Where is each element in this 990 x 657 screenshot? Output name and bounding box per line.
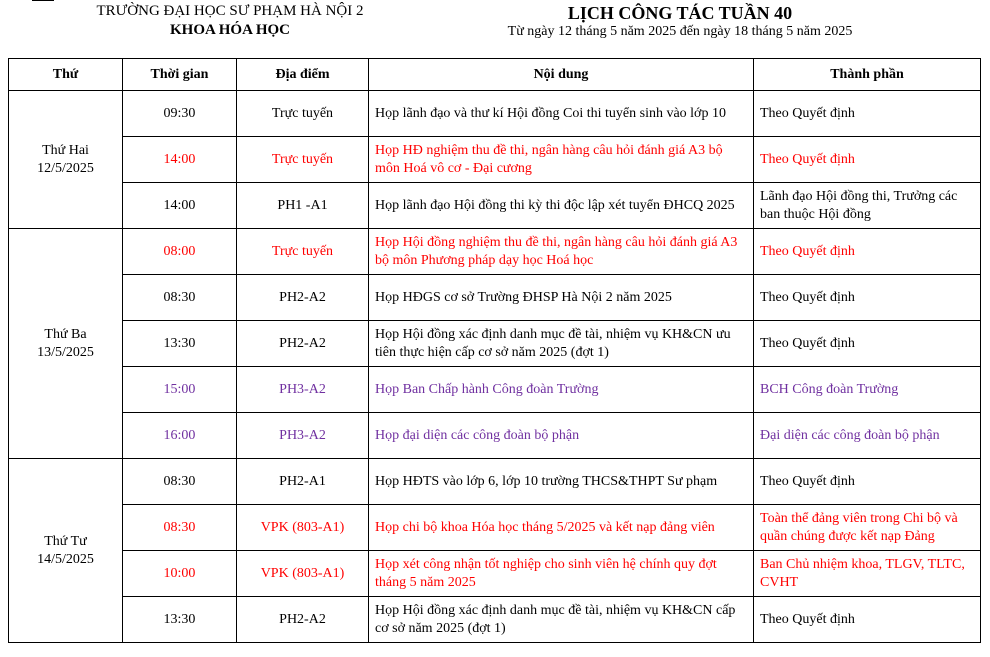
schedule-title: LỊCH CÔNG TÁC TUẦN 40 (567, 3, 793, 23)
members-cell: Theo Quyết định (754, 321, 981, 367)
table-row (9, 137, 981, 183)
faculty-name: KHOA HÓA HỌC (169, 22, 290, 38)
schedule-table (8, 58, 981, 643)
place-cell: PH2-A2 (237, 597, 369, 643)
table-row (9, 91, 981, 137)
schedule-body (9, 91, 981, 643)
content-cell: Họp chi bộ khoa Hóa học tháng 5/2025 và kết nạp đảng viên (369, 505, 754, 551)
members-cell: Theo Quyết định (754, 229, 981, 275)
time-cell: 15:00 (123, 367, 237, 413)
members-cell: Theo Quyết định (754, 137, 981, 183)
place-cell: Trực tuyến (237, 229, 369, 275)
table-row (9, 229, 981, 275)
table-row (9, 597, 981, 643)
place-cell: PH2-A2 (237, 321, 369, 367)
table-row (9, 413, 981, 459)
table-row (9, 367, 981, 413)
place-cell: Trực tuyến (237, 91, 369, 137)
day-date: 13/5/2025 (37, 344, 94, 360)
column-header-time: Thời gian (123, 59, 237, 91)
schedule-header (480, 2, 880, 40)
time-cell: 14:00 (123, 183, 237, 229)
members-cell: BCH Công đoàn Trường (754, 367, 981, 413)
column-header-members: Thành phần (754, 59, 981, 91)
time-cell: 13:30 (123, 597, 237, 643)
day-name: Thứ Tư (44, 533, 87, 549)
content-cell: Họp đại diện các công đoàn bộ phận (369, 413, 754, 459)
table-row (9, 505, 981, 551)
place-cell: Trực tuyến (237, 137, 369, 183)
place-cell: PH1 -A1 (237, 183, 369, 229)
column-header-day: Thứ (9, 59, 123, 91)
day-cell (9, 459, 123, 643)
table-row (9, 275, 981, 321)
column-header-content: Nội dung (369, 59, 754, 91)
place-cell: PH3-A2 (237, 413, 369, 459)
place-cell: PH2-A1 (237, 459, 369, 505)
day-name: Thứ Hai (42, 142, 89, 158)
time-cell: 14:00 (123, 137, 237, 183)
time-cell: 08:30 (123, 505, 237, 551)
content-cell: Họp Ban Chấp hành Công đoàn Trường (369, 367, 754, 413)
day-cell (9, 229, 123, 459)
day-name: Thứ Ba (44, 326, 87, 342)
time-cell: 08:30 (123, 459, 237, 505)
school-name: TRƯỜNG ĐẠI HỌC SƯ PHẠM HÀ NỘI 2 (96, 3, 364, 19)
time-cell: 08:30 (123, 275, 237, 321)
day-date: 12/5/2025 (37, 160, 94, 176)
day-date: 14/5/2025 (37, 551, 94, 567)
content-cell: Họp HĐTS vào lớp 6, lớp 10 trường THCS&THPT Sư phạm (369, 459, 754, 505)
time-cell: 08:00 (123, 229, 237, 275)
place-cell: PH3-A2 (237, 367, 369, 413)
time-cell: 09:30 (123, 91, 237, 137)
members-cell: Theo Quyết định (754, 597, 981, 643)
members-cell: Ban Chủ nhiệm khoa, TLGV, TLTC, CVHT (754, 551, 981, 597)
table-row (9, 551, 981, 597)
content-cell: Họp HĐ nghiệm thu đề thi, ngân hàng câu hỏi đánh giá A3 bộ môn Hoá vô cơ - Đại cương (369, 137, 754, 183)
members-cell: Lãnh đạo Hội đồng thi, Trưởng các ban thuộc Hội đồng (754, 183, 981, 229)
members-cell: Toàn thể đảng viên trong Chi bộ và quần chúng được kết nạp Đảng (754, 505, 981, 551)
members-cell: Theo Quyết định (754, 459, 981, 505)
content-cell: Họp lãnh đạo và thư kí Hội đồng Coi thi tuyển sinh vào lớp 10 (369, 91, 754, 137)
place-cell: VPK (803-A1) (237, 505, 369, 551)
schedule-date-range: Từ ngày 12 tháng 5 năm 2025 đến ngày 18 tháng 5 năm 2025 (507, 24, 853, 39)
members-cell: Đại diện các công đoàn bộ phận (754, 413, 981, 459)
time-cell: 13:30 (123, 321, 237, 367)
day-cell (9, 91, 123, 229)
time-cell: 10:00 (123, 551, 237, 597)
place-cell: VPK (803-A1) (237, 551, 369, 597)
column-header-place: Địa điểm (237, 59, 369, 91)
top-decorative-line (32, 0, 54, 1)
table-row (9, 321, 981, 367)
time-cell: 16:00 (123, 413, 237, 459)
table-row (9, 459, 981, 505)
content-cell: Họp lãnh đạo Hội đồng thi kỳ thi độc lập xét tuyển ĐHCQ 2025 (369, 183, 754, 229)
content-cell: Họp Hội đồng xác định danh mục đề tài, nhiệm vụ KH&CN cấp cơ sở năm 2025 (đợt 1) (369, 597, 754, 643)
place-cell: PH2-A2 (237, 275, 369, 321)
content-cell: Họp HĐGS cơ sở Trường ĐHSP Hà Nội 2 năm 2025 (369, 275, 754, 321)
table-row (9, 183, 981, 229)
members-cell: Theo Quyết định (754, 275, 981, 321)
content-cell: Họp Hội đồng nghiệm thu đề thi, ngân hàng câu hỏi đánh giá A3 bộ môn Phương pháp dạy học Hoá học (369, 229, 754, 275)
table-header-row (9, 59, 981, 91)
organization-header (60, 2, 400, 40)
content-cell: Họp Hội đồng xác định danh mục đề tài, nhiệm vụ KH&CN ưu tiên thực hiện cấp cơ sở năm 2025 (đợt 1) (369, 321, 754, 367)
members-cell: Theo Quyết định (754, 91, 981, 137)
content-cell: Họp xét công nhận tốt nghiệp cho sinh viên hệ chính quy đợt tháng 5 năm 2025 (369, 551, 754, 597)
